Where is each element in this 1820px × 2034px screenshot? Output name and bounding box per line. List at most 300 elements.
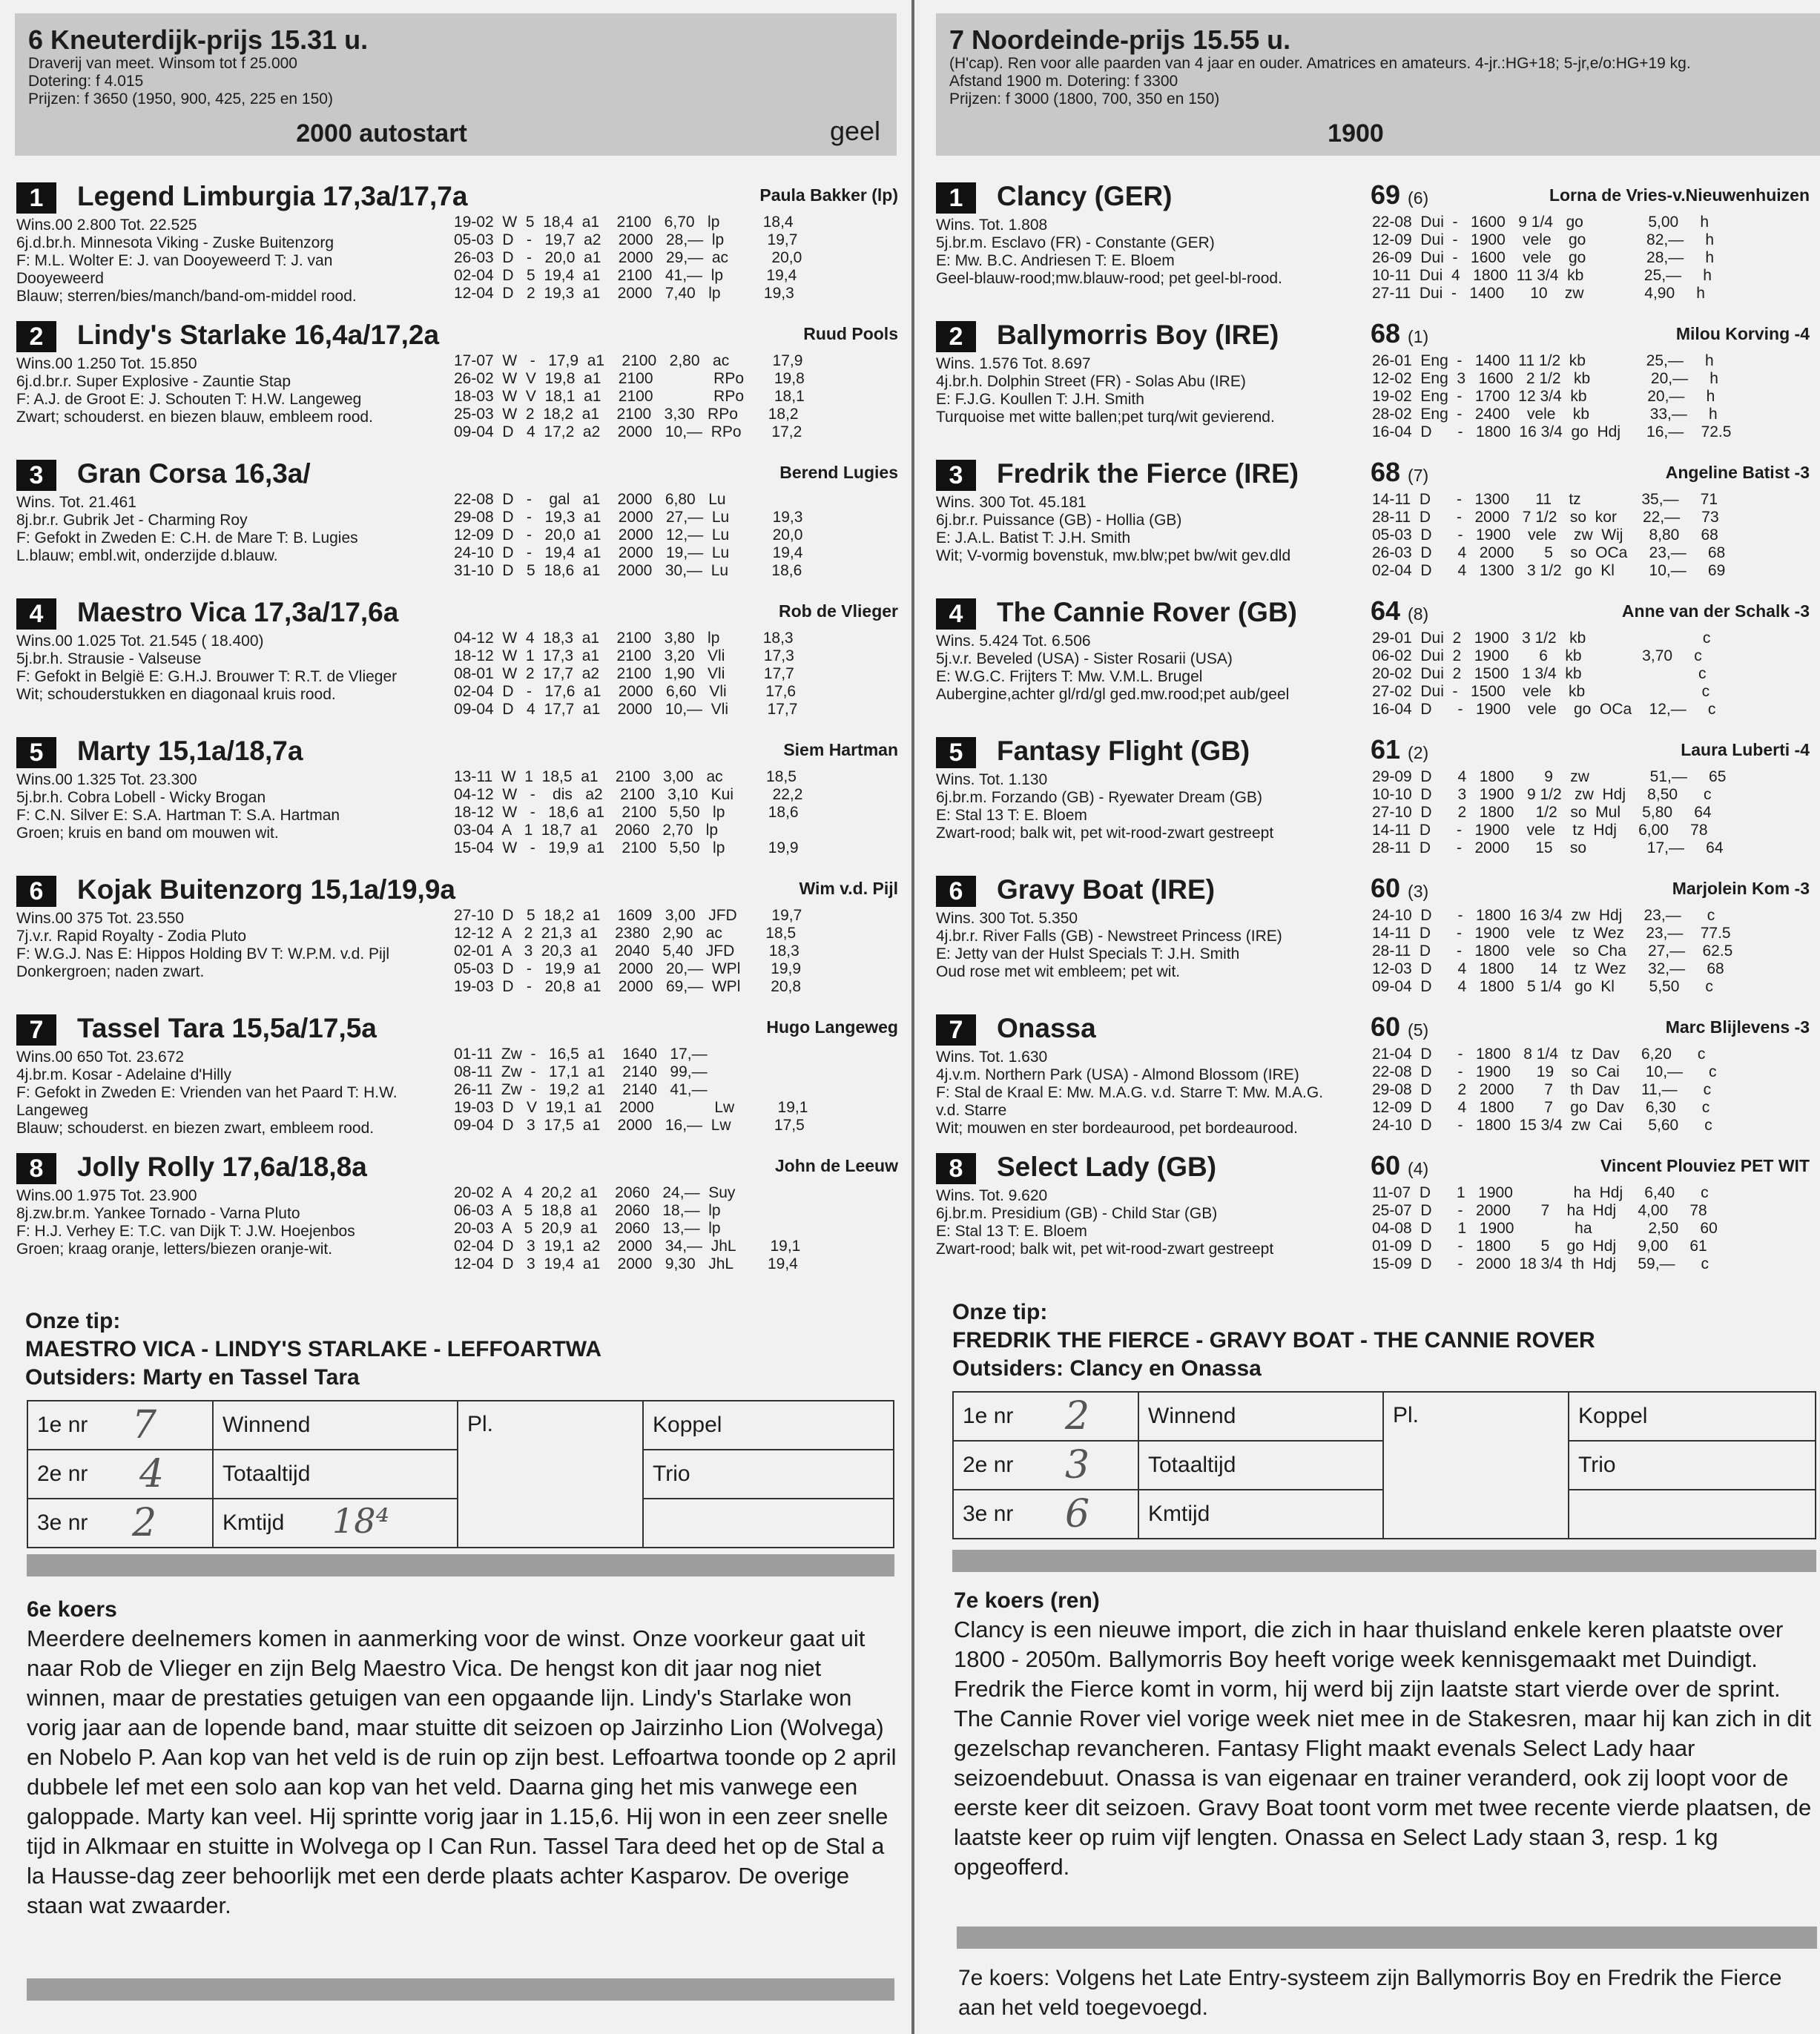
rating-value: 68: [1371, 457, 1401, 487]
grid-label: Totaaltijd: [1138, 1441, 1383, 1490]
form-row: 22-08 D - 1900 19 so Cai 10,— c: [1372, 1063, 1717, 1080]
race-conditions: Draverij van meet. Winsom tot f 25.000: [28, 55, 297, 72]
horse-number: 5: [16, 737, 56, 768]
info-line: 8j.br.r. Gubrik Jet - Charming Roy: [16, 512, 248, 529]
horse-info: [936, 1187, 1273, 1258]
info-line: E: F.J.G. Koullen T: J.H. Smith: [936, 391, 1144, 408]
form-table: [454, 1184, 800, 1273]
form-table: [1372, 907, 1732, 996]
horse-entry: [920, 1004, 1820, 1143]
horse-name: Legend Limburgia 17,3a/17,7a: [77, 181, 468, 211]
horse-name: Onassa: [997, 1013, 1096, 1043]
horse-entry: [920, 865, 1820, 1004]
form-row: 22-08 D - gal a1 2000 6,80 Lu: [454, 491, 726, 508]
info-line: 5j.br.h. Cobra Lobell - Wicky Brogan: [16, 789, 266, 806]
horse-rating: [1371, 179, 1428, 211]
handwritten-number: 6: [1065, 1492, 1090, 1536]
info-line: F: Gefokt in België E: G.H.J. Brouwer T: R.T. de Vlieger: [16, 668, 398, 685]
form-row: 29-08 D 2 2000 7 th Dav 11,— c: [1372, 1081, 1712, 1098]
form-table: [454, 352, 805, 441]
race-prizes: Prijzen: f 3650 (1950, 900, 425, 225 en 150): [28, 90, 333, 108]
horse-entry: [920, 1143, 1820, 1281]
form-row: 14-11 D - 1300 11 tz 35,— 71: [1372, 491, 1718, 508]
tip-label: Onze tip:: [952, 1300, 1048, 1324]
horse-entry: [0, 865, 909, 1004]
info-line: 6j.br.m. Presidium (GB) - Child Star (GB): [936, 1205, 1218, 1222]
horse-number: 6: [936, 876, 976, 907]
grid-empty: [643, 1499, 894, 1548]
horse-info: [16, 771, 340, 842]
form-row: 24-10 D - 1800 16 3/4 zw Hdj 23,— c: [1372, 907, 1715, 924]
horse-number: 2: [936, 321, 976, 352]
handwritten-number: 3: [1065, 1443, 1090, 1487]
form-row: 26-03 D - 20,0 a1 2000 29,— ac 20,0: [454, 249, 802, 266]
form-row: 19-02 Eng - 1700 12 3/4 kb 20,— h: [1372, 388, 1715, 405]
form-table: [1372, 352, 1731, 441]
horse-info: [16, 355, 373, 426]
horse-info: [16, 633, 397, 704]
form-row: 20-02 Dui 2 1500 1 3/4 kb c: [1372, 665, 1707, 682]
info-line: 5j.br.m. Esclavo (FR) - Constante (GER): [936, 234, 1215, 251]
info-line: F: A.J. de Groot E: J. Schouten T: H.W. Langeweg: [16, 391, 362, 408]
horse-number: 5: [936, 737, 976, 768]
info-line: Wins.00 1.025 Tot. 21.545 ( 18.400): [16, 633, 264, 650]
grey-bar: [957, 1926, 1817, 1949]
form-row: 12-09 D - 20,0 a1 2000 12,— Lu 20,0: [454, 526, 803, 544]
form-row: 27-02 Dui - 1500 vele kb c: [1372, 683, 1710, 700]
horse-info: [16, 910, 389, 981]
form-row: 24-10 D - 1800 15 3/4 zw Cai 5,60 c: [1372, 1117, 1712, 1134]
info-line: E: W.G.C. Frijters T: Mw. V.M.L. Brugel: [936, 668, 1203, 685]
row-label: 1e nr: [37, 1413, 88, 1437]
info-line: 6j.d.br.h. Minnesota Viking - Zuske Buitenzorg: [16, 234, 334, 251]
horse-info: [16, 494, 358, 565]
jockey-name: Marjolein Kom -3: [1672, 879, 1810, 898]
race-dotering: Afstand 1900 m. Dotering: f 3300: [949, 73, 1178, 90]
form-row: 26-11 Zw - 19,2 a1 2140 41,—: [454, 1081, 708, 1098]
info-line: Zwart; schouderst. en biezen blauw, embleem rood.: [16, 409, 373, 426]
form-row: 04-12 W - dis a2 2100 3,10 Kui 22,2: [454, 786, 803, 803]
form-table: [1372, 491, 1725, 580]
horse-rating: [1371, 1011, 1428, 1043]
form-row: 08-11 Zw - 17,1 a1 2140 99,—: [454, 1063, 708, 1080]
info-line: Wins.00 2.800 Tot. 22.525: [16, 217, 197, 234]
race-title: 7 Noordeinde-prijs 15.55 u.: [949, 24, 1291, 55]
form-row: 02-01 A 3 20,3 a1 2040 5,40 JFD 18,3: [454, 942, 799, 960]
info-line: Zwart-rood; balk wit, pet wit-rood-zwart gestreept: [936, 825, 1274, 842]
form-row: 02-04 D 4 1300 3 1/2 go Kl 10,— 69: [1372, 562, 1726, 579]
draw-number: (3): [1408, 882, 1429, 901]
form-row: 15-04 W - 19,9 a1 2100 5,50 lp 19,9: [454, 839, 799, 856]
horse-info: [936, 1049, 1323, 1137]
horse-name: Gran Corsa 16,3a/: [77, 458, 311, 489]
grid-label: Koppel: [643, 1401, 894, 1450]
grid-label: Kmtijd: [1138, 1490, 1383, 1539]
late-entry-note: 7e koers: Volgens het Late Entry-systeem zijn Ballymorris Boy en Fredrik the Fierce aan het veld toegevoegd.: [958, 1966, 1782, 2020]
grid-empty: [1569, 1490, 1816, 1539]
row-label: 2e nr: [963, 1453, 1014, 1477]
info-line: 4j.br.r. River Falls (GB) - Newstreet Princess (IRE): [936, 928, 1282, 945]
horse-rating: [1371, 1150, 1428, 1181]
info-line: Wins.00 375 Tot. 23.550: [16, 910, 185, 927]
horse-name: Select Lady (GB): [997, 1152, 1217, 1182]
form-row: 18-03 W V 18,1 a1 2100 RPo 18,1: [454, 388, 805, 405]
jockey-name: Siem Hartman: [783, 740, 898, 759]
info-line: Groen; kraag oranje, letters/biezen oranje-wit.: [16, 1241, 333, 1258]
horse-name: Jolly Rolly 17,6a/18,8a: [77, 1152, 367, 1182]
horse-entry: [0, 588, 909, 727]
info-line: Wins.00 650 Tot. 23.672: [16, 1049, 185, 1066]
horse-rating: [1371, 873, 1428, 904]
info-line: Wins.00 1.250 Tot. 15.850: [16, 355, 197, 372]
horse-entry: [0, 311, 909, 449]
form-table: [454, 630, 797, 719]
form-row: 01-09 D - 1800 5 go Hdj 9,00 61: [1372, 1238, 1707, 1255]
form-row: 26-03 D 4 2000 5 so OCa 23,— 68: [1372, 544, 1726, 561]
form-row: 27-10 D 5 18,2 a1 1609 3,00 JFD 19,7: [454, 907, 802, 924]
horse-rating: [1371, 595, 1428, 627]
form-row: 09-04 D 4 17,2 a2 2000 10,— RPo 17,2: [454, 423, 802, 440]
horse-rating: [1371, 318, 1428, 349]
form-row: 09-04 D 4 1800 5 1/4 go Kl 5,50 c: [1372, 978, 1713, 995]
form-table: [1372, 1046, 1717, 1135]
result-grid: [952, 1391, 1816, 1539]
info-line: 4j.br.h. Dolphin Street (FR) - Solas Abu (IRE): [936, 373, 1246, 390]
horse-name: The Cannie Rover (GB): [997, 597, 1297, 627]
info-line: Wins.00 1.325 Tot. 23.300: [16, 771, 197, 788]
grid-label: Trio: [1569, 1441, 1816, 1490]
draw-number: (1): [1408, 327, 1429, 346]
horse-info: [936, 494, 1290, 565]
form-row: 02-04 D 5 19,4 a1 2100 41,— lp 19,4: [454, 267, 797, 284]
grid-cell: [213, 1499, 458, 1548]
form-row: 27-10 D 2 1800 1/2 so Mul 5,80 64: [1372, 804, 1712, 821]
info-line: F: C.N. Silver E: S.A. Hartman T: S.A. Hartman: [16, 807, 340, 824]
form-row: 12-12 A 2 21,3 a1 2380 2,90 ac 18,5: [454, 925, 797, 942]
tip-outsiders: Outsiders: Clancy en Onassa: [952, 1356, 1262, 1381]
info-line: F: H.J. Verhey E: T.C. van Dijk T: J.W. Hoejenbos: [16, 1223, 355, 1240]
info-line: Turquoise met witte ballen;pet turq/wit gevierend.: [936, 409, 1275, 426]
column-divider: [911, 0, 914, 2034]
horse-info: [936, 355, 1275, 426]
grid-cell: [953, 1490, 1138, 1539]
horse-entry: [0, 1004, 909, 1143]
form-row: 19-02 W 5 18,4 a1 2100 6,70 lp 18,4: [454, 214, 794, 231]
rating-value: 64: [1371, 595, 1401, 626]
row-label: 2e nr: [37, 1462, 88, 1486]
info-line: E: Stal 13 T: E. Bloem: [936, 1223, 1087, 1240]
info-line: 6j.br.m. Forzando (GB) - Ryewater Dream (GB): [936, 789, 1262, 806]
form-row: 18-12 W - 18,6 a1 2100 5,50 lp 18,6: [454, 804, 799, 821]
horse-name: Clancy (GER): [997, 181, 1173, 211]
jockey-name: Angeline Batist -3: [1665, 463, 1810, 482]
row-label: Kmtijd: [222, 1510, 285, 1535]
info-line: F: Gefokt in Zweden E: Vrienden van het Paard T: H.W.: [16, 1084, 398, 1101]
form-row: 12-02 Eng 3 1600 2 1/2 kb 20,— h: [1372, 370, 1718, 387]
horse-entry: [0, 1143, 909, 1281]
form-row: 03-04 A 1 18,7 a1 2060 2,70 lp: [454, 822, 719, 839]
info-line: 4j.br.m. Kosar - Adelaine d'Hilly: [16, 1066, 231, 1083]
form-row: 25-03 W 2 18,2 a1 2100 3,30 RPo 18,2: [454, 406, 799, 423]
grey-bar: [27, 1978, 894, 2001]
info-line: Wins. 1.576 Tot. 8.697: [936, 355, 1091, 372]
form-row: 19-03 D V 19,1 a1 2000 Lw 19,1: [454, 1099, 808, 1116]
form-row: 22-08 Dui - 1600 9 1/4 go 5,00 h: [1372, 214, 1709, 231]
form-table: [454, 1046, 808, 1135]
info-line: Wit; schouderstukken en diagonaal kruis rood.: [16, 686, 336, 703]
horse-name: Gravy Boat (IRE): [997, 874, 1216, 905]
form-row: 20-03 A 5 20,9 a1 2060 13,— lp: [454, 1220, 721, 1237]
horse-info: [936, 217, 1282, 288]
horse-entry: [920, 727, 1820, 865]
form-row: 25-07 D - 2000 7 ha Hdj 4,00 78: [1372, 1202, 1707, 1219]
horse-name: Kojak Buitenzorg 15,1a/19,9a: [77, 874, 455, 905]
horse-entry: [920, 588, 1820, 727]
info-line: Wins. Tot. 1.630: [936, 1049, 1048, 1066]
info-line: E: Stal 13 T: E. Bloem: [936, 807, 1087, 824]
info-line: 6j.br.r. Puissance (GB) - Hollia (GB): [936, 512, 1182, 529]
form-row: 13-11 W 1 18,5 a1 2100 3,00 ac 18,5: [454, 768, 797, 785]
form-table: [454, 491, 802, 580]
grid-label: Totaaltijd: [213, 1450, 458, 1499]
draw-number: (2): [1408, 743, 1429, 762]
info-line: Wins. Tot. 9.620: [936, 1187, 1048, 1204]
info-line: Wins.00 1.975 Tot. 23.900: [16, 1187, 197, 1204]
result-grid: [27, 1400, 894, 1548]
form-row: 12-04 D 3 19,4 a1 2000 9,30 JhL 19,4: [454, 1255, 798, 1272]
race-title: 6 Kneuterdijk-prijs 15.31 u.: [28, 24, 369, 55]
horse-entry: [0, 727, 909, 865]
horse-number: 1: [16, 182, 56, 214]
info-line: Wit; mouwen en ster bordeaurood, pet bordeaurood.: [936, 1120, 1298, 1137]
form-row: 08-01 W 2 17,7 a2 2100 1,90 Vli 17,7: [454, 665, 794, 682]
horse-name: Marty 15,1a/18,7a: [77, 736, 303, 766]
form-row: 02-04 D - 17,6 a1 2000 6,60 Vli 17,6: [454, 683, 797, 700]
handwritten-number: 7: [132, 1403, 157, 1447]
horse-name: Lindy's Starlake 16,4a/17,2a: [77, 320, 440, 350]
info-line: 5j.v.r. Beveled (USA) - Sister Rosarii (USA): [936, 650, 1233, 667]
horse-name: Ballymorris Boy (IRE): [997, 320, 1279, 350]
horse-list: [920, 172, 1820, 1281]
info-line: Wins. Tot. 1.130: [936, 771, 1048, 788]
horse-name: Tassel Tara 15,5a/17,5a: [77, 1013, 377, 1043]
horse-name: Fantasy Flight (GB): [997, 736, 1250, 766]
row-label: 1e nr: [963, 1404, 1014, 1428]
jockey-name: Vincent Plouviez PET WIT: [1600, 1156, 1810, 1175]
grid-label: Winnend: [1138, 1392, 1383, 1441]
form-row: 12-03 D 4 1800 14 tz Wez 32,— 68: [1372, 960, 1724, 977]
form-row: 05-03 D - 19,9 a1 2000 20,— WPl 19,9: [454, 960, 802, 977]
form-row: 04-12 W 4 18,3 a1 2100 3,80 lp 18,3: [454, 630, 794, 647]
race-distance: 1900: [1328, 119, 1384, 148]
jockey-name: Rob de Vlieger: [778, 601, 898, 621]
grid-label: Winnend: [213, 1401, 458, 1450]
draw-number: (7): [1408, 466, 1429, 485]
horse-number: 8: [16, 1153, 56, 1184]
horse-info: [936, 771, 1273, 842]
form-row: 21-04 D - 1800 8 1/4 tz Dav 6,20 c: [1372, 1046, 1706, 1063]
horse-entry: [0, 449, 909, 588]
form-row: 09-04 D 4 17,7 a1 2000 10,— Vli 17,7: [454, 701, 798, 718]
horse-name: Maestro Vica 17,3a/17,6a: [77, 597, 399, 627]
info-line: Blauw; schouderst. en biezen zwart, embleem rood.: [16, 1120, 375, 1137]
grid-label: Koppel: [1569, 1392, 1816, 1441]
form-row: 01-11 Zw - 16,5 a1 1640 17,—: [454, 1046, 708, 1063]
rating-value: 60: [1371, 873, 1401, 903]
info-line: Geel-blauw-rood;mw.blauw-rood; pet geel-bl-rood.: [936, 270, 1282, 287]
horse-number: 2: [16, 321, 56, 352]
info-line: F: Gefokt in Zweden E: C.H. de Mare T: B. Lugies: [16, 529, 358, 547]
info-line: Blauw; sterren/bies/manch/band-om-middel rood.: [16, 288, 357, 305]
horse-info: [16, 1049, 398, 1137]
horse-entry: [920, 311, 1820, 449]
draw-number: (6): [1408, 188, 1429, 208]
form-row: 05-03 D - 19,7 a2 2000 28,— lp 19,7: [454, 231, 798, 248]
horse-number: 7: [16, 1014, 56, 1046]
form-row: 11-07 D 1 1900 ha Hdj 6,40 c: [1372, 1184, 1709, 1201]
rating-value: 69: [1371, 179, 1401, 210]
horse-info: [936, 633, 1289, 704]
grid-cell: [953, 1392, 1138, 1441]
race-distance: 2000 autostart: [296, 119, 467, 148]
horse-rating: [1371, 734, 1428, 765]
handwritten-number: 4: [139, 1452, 165, 1496]
form-row: 28-11 D - 1800 vele so Cha 27,— 62.5: [1372, 942, 1733, 960]
info-line: Wins. 5.424 Tot. 6.506: [936, 633, 1091, 650]
form-table: [1372, 214, 1714, 303]
info-line: 5j.br.h. Strausie - Valseuse: [16, 650, 202, 667]
form-row: 27-11 Dui - 1400 10 zw 4,90 h: [1372, 285, 1705, 302]
info-line: Wins. Tot. 1.808: [936, 217, 1048, 234]
info-line: E: Jetty van der Hulst Specials T: J.H. Smith: [936, 945, 1240, 962]
info-line: Wit; V-vormig bovenstuk, mw.blw;pet bw/wit gev.dld: [936, 547, 1291, 564]
form-row: 29-08 D - 19,3 a1 2000 27,— Lu 19,3: [454, 509, 803, 526]
horse-number: 4: [936, 598, 976, 630]
form-row: 16-04 D - 1800 16 3/4 go Hdj 16,— 72.5: [1372, 423, 1732, 440]
grid-cell: [27, 1499, 213, 1548]
form-row: 12-04 D 2 19,3 a1 2000 7,40 lp 19,3: [454, 285, 794, 302]
form-table: [454, 214, 802, 303]
grid-label: Trio: [643, 1450, 894, 1499]
race-commentary: Meerdere deelnemers komen in aanmerking voor de winst. Onze voorkeur gaat uit naar Rob de Vlieger en zijn Belg Maestro Vica. De hengst kon dit jaar nog niet winnen, maar de prestaties getuigen van een opgaande lijn. Lindy's Starlake won vorig jaar aan de lopende band, maar stuitte dit seizoen op Jairzinho Lion (Wolvega) en Nobelo P. Aan kop van het veld is de ruin op zijn best. Leffoartwa toonde op 2 april dubbele lef met een solo aan kop van het veld. Daarna ging het mis vanwege een galoppade. Marty kan veel. Hij sprintte vorig jaar in 1.15,6. Hij won in een zeer snelle tijd in Alkmaar en stuitte in Wolvega op I Can Run. Tassel Tara deed het op de Stal a la Hausse-dag zeer behoorlijk met een derde plaats achter Kasparov. De overige staan wat zwaarder.: [27, 1625, 897, 1918]
info-line: Aubergine,achter gl/rd/gl ged.mw.rood;pet aub/geel: [936, 686, 1290, 703]
form-row: 24-10 D - 19,4 a1 2000 19,— Lu 19,4: [454, 544, 803, 561]
grid-pl: Pl.: [1383, 1392, 1569, 1539]
tip-picks: MAESTRO VICA - LINDY'S STARLAKE - LEFFOARTWA: [25, 1337, 602, 1361]
jockey-name: Anne van der Schalk -3: [1621, 601, 1810, 621]
handwritten-number: 2: [132, 1501, 157, 1545]
horse-entry: [920, 449, 1820, 588]
row-label: 3e nr: [963, 1502, 1014, 1526]
horse-info: [16, 217, 357, 306]
jockey-name: Milou Korving -4: [1675, 324, 1810, 343]
rating-value: 61: [1371, 734, 1401, 765]
grey-bar: [27, 1554, 894, 1576]
race-6-column: [0, 0, 909, 2034]
jockey-name: Lorna de Vries-v.Nieuwenhuizen: [1549, 185, 1810, 205]
horse-info: [936, 910, 1282, 981]
info-line: Dooyeweerd: [16, 270, 104, 287]
form-row: 29-01 Dui 2 1900 3 1/2 kb c: [1372, 630, 1711, 647]
jockey-name: Hugo Langeweg: [766, 1017, 898, 1037]
horse-info: [16, 1187, 355, 1258]
race-header: [936, 13, 1820, 156]
info-line: 7j.v.r. Rapid Royalty - Zodia Pluto: [16, 928, 247, 945]
horse-entry: [920, 172, 1820, 311]
race-7-column: [920, 0, 1820, 2034]
info-line: L.blauw; embl.wit, onderzijde d.blauw.: [16, 547, 278, 564]
info-line: E: Mw. B.C. Andriesen T: E. Bloem: [936, 252, 1175, 269]
form-row: 10-10 D 3 1900 9 1/2 zw Hdj 8,50 c: [1372, 786, 1712, 803]
grid-cell: [27, 1450, 213, 1499]
form-row: 18-12 W 1 17,3 a1 2100 3,20 Vli 17,3: [454, 647, 794, 664]
rating-value: 68: [1371, 318, 1401, 349]
tip-picks: FREDRIK THE FIERCE - GRAVY BOAT - THE CANNIE ROVER: [952, 1328, 1595, 1353]
form-row: 29-09 D 4 1800 9 zw 51,— 65: [1372, 768, 1727, 785]
draw-number: (5): [1408, 1020, 1429, 1040]
form-table: [454, 768, 802, 857]
horse-number: 4: [16, 598, 56, 630]
handwritten-number: 2: [1065, 1394, 1090, 1439]
race-conditions: (H'cap). Ren voor alle paarden van 4 jaar en ouder. Amatrices en amateurs. 4-jr.:HG+18; 5-jr,e/o:HG+19 kg.: [949, 55, 1691, 72]
form-row: 31-10 D 5 18,6 a1 2000 30,— Lu 18,6: [454, 562, 802, 579]
info-line: Langeweg: [16, 1102, 88, 1119]
info-line: E: J.A.L. Batist T: J.H. Smith: [936, 529, 1131, 547]
info-line: F: Stal de Kraal E: Mw. M.A.G. v.d. Starre T: Mw. M.A.G.: [936, 1084, 1324, 1101]
info-line: Wins. 300 Tot. 45.181: [936, 494, 1087, 511]
jockey-name: John de Leeuw: [774, 1156, 898, 1175]
section-title: 7e koers (ren): [954, 1588, 1100, 1613]
info-line: Donkergroen; naden zwart.: [16, 963, 205, 980]
jockey-name: Marc Blijlevens -3: [1665, 1017, 1810, 1037]
jockey-name: Wim v.d. Pijl: [799, 879, 898, 898]
form-row: 28-11 D - 2000 15 so 17,— 64: [1372, 839, 1724, 856]
info-line: v.d. Starre: [936, 1102, 1007, 1119]
horse-number: 3: [16, 460, 56, 491]
horse-rating: [1371, 457, 1428, 488]
info-line: F: M.L. Wolter E: J. van Dooyeweerd T: J. van: [16, 252, 333, 269]
horse-name: Fredrik the Fierce (IRE): [997, 458, 1299, 489]
info-line: Wins. 300 Tot. 5.350: [936, 910, 1078, 927]
rating-value: 60: [1371, 1011, 1401, 1042]
row-label: 3e nr: [37, 1510, 88, 1535]
info-line: F: W.G.J. Nas E: Hippos Holding BV T: W.P.M. v.d. Pijl: [16, 945, 389, 962]
form-row: 12-09 D 4 1800 7 go Dav 6,30 c: [1372, 1099, 1710, 1116]
form-row: 26-02 W V 19,8 a1 2100 RPo 19,8: [454, 370, 805, 387]
grid-cell: [953, 1441, 1138, 1490]
form-row: 04-08 D 1 1900 ha 2,50 60: [1372, 1220, 1718, 1237]
form-row: 17-07 W - 17,9 a1 2100 2,80 ac 17,9: [454, 352, 803, 369]
form-row: 16-04 D - 1900 vele go OCa 12,— c: [1372, 701, 1716, 718]
info-line: 6j.d.br.r. Super Explosive - Zauntie Stap: [16, 373, 291, 390]
form-table: [454, 907, 802, 996]
form-row: 26-01 Eng - 1400 11 1/2 kb 25,— h: [1372, 352, 1714, 369]
form-row: 14-11 D - 1900 vele tz Hdj 6,00 78: [1372, 822, 1708, 839]
rating-value: 60: [1371, 1150, 1401, 1181]
form-table: [1372, 1184, 1718, 1273]
grid-cell: [27, 1401, 213, 1450]
form-row: 14-11 D - 1900 vele tz Wez 23,— 77.5: [1372, 925, 1731, 942]
horse-number: 3: [936, 460, 976, 491]
race-commentary: Clancy is een nieuwe import, die zich in haar thuisland enkele keren plaatste over 1800 - 2050m. Ballymorris Boy heeft vorige week kennisgemaakt met Duindigt. Fredrik the Fierce komt in vorm, hij werd bij zijn laatste start vierde over de sprint. The Cannie Rover viel vorige week niet mee in de Stakesren, maar hij kan zich in dit gezelschap revancheren. Fantasy Flight maakt evenals Select Lady haar seizoendebuut. Onassa is van eigenaar en trainer veranderd, ook zij loopt voor de eerste keer dit seizoen. Gravy Boat toont vorm met twee recente vierde plaatsen, de laatste keer op ruim vijf lengten. Onassa en Select Lady staan 3, resp. 1 kg opgeofferd.: [954, 1617, 1812, 1880]
grid-pl: Pl.: [458, 1401, 643, 1548]
info-line: 4j.v.m. Northern Park (USA) - Almond Blossom (IRE): [936, 1066, 1299, 1083]
form-row: 06-02 Dui 2 1900 6 kb 3,70 c: [1372, 647, 1702, 664]
grey-bar: [952, 1550, 1816, 1572]
horse-entry: [0, 172, 909, 311]
race-color: geel: [829, 116, 880, 146]
form-row: 12-09 Dui - 1900 vele go 82,— h: [1372, 231, 1715, 248]
